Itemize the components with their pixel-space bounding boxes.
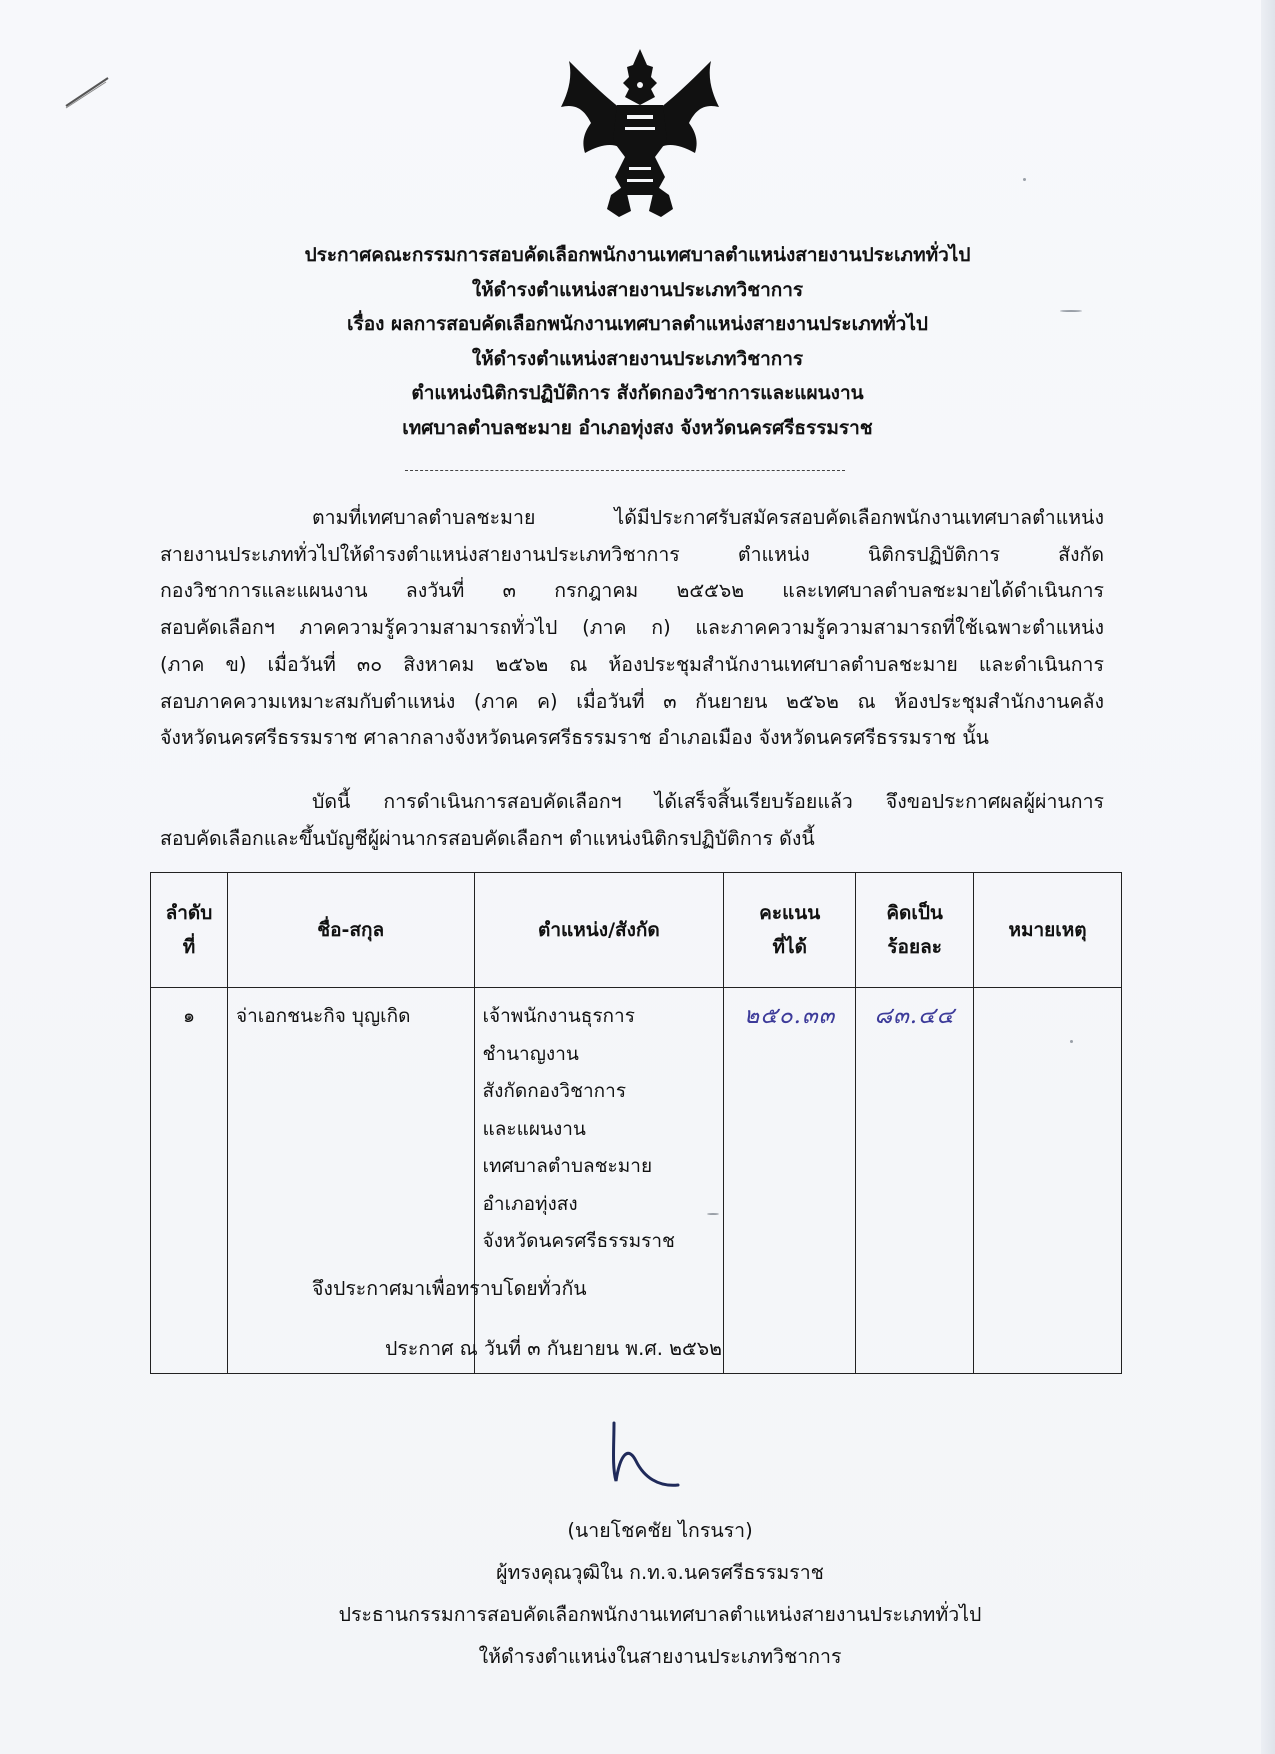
- header-line-4: ให้ดำรงตำแหน่งสายงานประเภทวิชาการ: [471, 347, 804, 370]
- paper-speck: [1060, 310, 1082, 312]
- paragraph-line: กองวิชาการและแผนงาน ลงวันที่ ๓ กรกฎาคม ๒๕๕๖๒ และเทศบาลตำบลชะมายได้ดำเนินการ: [160, 579, 1104, 603]
- pen-stroke-mark: [62, 72, 112, 112]
- header-position: ตำแหน่ง/สังกัด: [474, 873, 724, 988]
- cell-percent: [856, 988, 974, 1374]
- signatory-title-2: ประธานกรรมการสอบคัดเลือกพนักงานเทศบาลตำแหน่งสายงานประเภททั่วไป: [338, 1603, 982, 1626]
- paragraph-line: จังหวัดนครศรีธรรมราช ศาลากลางจังหวัดนครศรีธรรมราช อำเภอเมือง จังหวัดนครศรีธรรมราช นั้น: [160, 726, 989, 750]
- garuda-emblem-icon: [555, 45, 725, 220]
- signatory-title-1: ผู้ทรงคุณวุฒิใน ก.ท.จ.นครศรีธรรมราช: [496, 1561, 824, 1584]
- cell-name: จ่าเอกชนะกิจ บุญเกิด: [227, 988, 474, 1374]
- cell-remark: [974, 988, 1122, 1374]
- paper-speck: [1023, 178, 1026, 181]
- closing-statement: จึงประกาศมาเพื่อทราบโดยทั่วกัน: [312, 1277, 587, 1300]
- paragraph-line: สายงานประเภททั่วไปให้ดำรงตำแหน่งสายงานประเภทวิชาการ ตำแหน่ง นิติกรปฏิบัติการ สังกัด: [160, 542, 1104, 566]
- signature-mark: [600, 1415, 690, 1495]
- header-separator: [405, 470, 845, 471]
- header-line-5: ตำแหน่งนิติกรปฏิบัติการ สังกัดกองวิชาการและแผนงาน: [411, 382, 864, 404]
- cell-position: เจ้าพนักงานธุรการ ชำนาญงาน สังกัดกองวิชาการ และแผนงาน เทศบาลตำบลชะมาย อำเภอทุ่งสง จังหวัดนครศรีธรรมราช: [474, 988, 724, 1374]
- body-paragraph-2: [160, 784, 1104, 857]
- cell-score: [724, 988, 856, 1374]
- signatory-title-3: ให้ดำรงตำแหน่งในสายงานประเภทวิชาการ: [478, 1645, 842, 1668]
- body-paragraph-1: [160, 500, 1104, 757]
- handwritten-percent: ๘๓.๔๔: [874, 1003, 955, 1029]
- paragraph-line: บัดนี้ การดำเนินการสอบคัดเลือกฯ ได้เสร็จสิ้นเรียบร้อยแล้ว จึงขอประกาศผลผู้ผ่านการ: [312, 790, 1104, 813]
- signatory-block: [300, 1510, 1020, 1678]
- header-name: ชื่อ-สกุล: [227, 873, 474, 988]
- table-row: [151, 988, 1122, 1374]
- paragraph-line: สอบคัดเลือกฯ ภาคความรู้ความสามารถทั่วไป (ภาค ก) และภาคความรู้ความสามารถที่ใช้เฉพาะตำแหน่ง: [160, 616, 1104, 640]
- paragraph-line: สอบคัดเลือกและขึ้นบัญชีผู้ผ่านากรสอบคัดเลือกฯ ตำแหน่งนิติกรปฏิบัติการ ดังนี้: [160, 826, 815, 850]
- header-remark: หมายเหตุ: [974, 873, 1122, 988]
- results-table: [150, 872, 1122, 1374]
- header-no: ลำดับ ที่: [151, 873, 228, 988]
- signatory-name: (นายโชคชัย ไกรนรา): [567, 1519, 753, 1542]
- paper-speck: [707, 1213, 719, 1215]
- header-line-3: เรื่อง ผลการสอบคัดเลือกพนักงานเทศบาลตำแหน่งสายงานประเภททั่วไป: [347, 313, 928, 335]
- page-edge-shadow: [1261, 0, 1275, 1754]
- header-score: คะแนน ที่ได้: [724, 873, 856, 988]
- header-line-2: ให้ดำรงตำแหน่งสายงานประเภทวิชาการ: [471, 278, 804, 301]
- announcement-date: ประกาศ ณ วันที่ ๓ กันยายน พ.ศ. ๒๕๖๒: [385, 1337, 722, 1360]
- header-line-1: ประกาศคณะกรรมการสอบคัดเลือกพนักงานเทศบาลตำแหน่งสายงานประเภททั่วไป: [304, 244, 971, 266]
- announcement-header: [120, 238, 1155, 445]
- paragraph-line: ตามที่เทศบาลตำบลชะมาย ได้มีประกาศรับสมัครสอบคัดเลือกพนักงานเทศบาลตำแหน่ง: [312, 506, 1104, 529]
- table-header-row: [151, 873, 1122, 988]
- header-percent: คิดเป็น ร้อยละ: [856, 873, 974, 988]
- paper-speck: [1070, 1040, 1073, 1043]
- cell-no: ๑: [151, 988, 228, 1374]
- header-line-6: เทศบาลตำบลชะมาย อำเภอทุ่งสง จังหวัดนครศรีธรรมราช: [402, 416, 873, 439]
- handwritten-score: ๒๕๐.๓๓: [744, 1003, 836, 1029]
- paragraph-line: สอบภาคความเหมาะสมกับตำแหน่ง (ภาค ค) เมื่อวันที่ ๓ กันยายน ๒๕๖๒ ณ ห้องประชุมสำนักงานคลัง: [160, 689, 1104, 713]
- paragraph-line: (ภาค ข) เมื่อวันที่ ๓๐ สิงหาคม ๒๕๖๒ ณ ห้องประชุมสำนักงานเทศบาลตำบลชะมาย และดำเนินการ: [160, 652, 1104, 676]
